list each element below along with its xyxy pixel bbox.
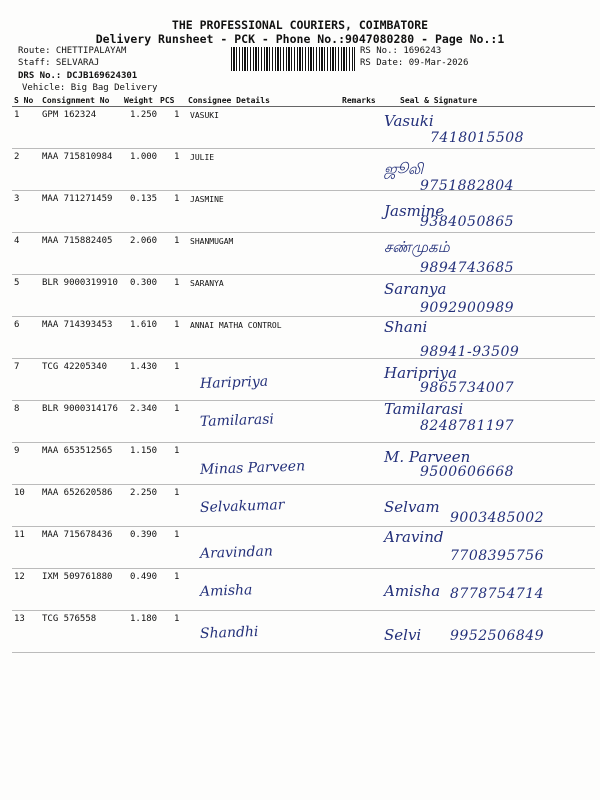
row-pcs: 1 — [174, 110, 180, 120]
row-weight: 1.430 — [130, 362, 158, 372]
row-sno: 3 — [14, 194, 20, 204]
signature-name: Aravind — [384, 528, 444, 546]
signature-name: Saranya — [384, 280, 447, 298]
signature-phone: 9003485002 — [450, 510, 545, 526]
row-weight: 2.250 — [130, 488, 158, 498]
col-consignee: Consignee Details — [188, 96, 270, 105]
row-consignment-no: TCG 576558 — [42, 614, 97, 624]
row-pcs: 1 — [174, 404, 180, 414]
signature-phone: 9894743685 — [420, 260, 515, 276]
row-consignment-no: MAA 714393453 — [42, 320, 113, 330]
col-sno: S No — [14, 96, 34, 105]
col-pcs: PCS — [160, 96, 175, 105]
row-divider — [12, 652, 595, 653]
signature-name: M. Parveen — [384, 448, 471, 466]
row-consignee-handwritten: Selvakumar — [199, 497, 285, 516]
row-pcs: 1 — [174, 488, 180, 498]
row-divider — [12, 316, 595, 317]
row-consignee-handwritten: Amisha — [199, 582, 253, 600]
row-divider — [12, 484, 595, 485]
row-consignee-handwritten: Minas Parveen — [199, 458, 306, 478]
row-sno: 1 — [14, 110, 20, 120]
company-title: THE PROFESSIONAL COURIERS, COIMBATORE — [171, 18, 429, 32]
row-sno: 5 — [14, 278, 20, 288]
sheet-title: Delivery Runsheet - PCK - Phone No.:9047080280 - Page No.:1 — [95, 32, 505, 46]
row-pcs: 1 — [174, 530, 180, 540]
signature-name: Haripriya — [384, 364, 457, 382]
row-consignment-no: BLR 9000314176 — [42, 404, 118, 414]
row-consignee: SARANYA — [190, 279, 224, 288]
row-consignee-handwritten: Shandhi — [199, 623, 259, 642]
header-divider — [12, 106, 595, 107]
col-seal-signature: Seal & Signature — [400, 96, 478, 105]
row-divider — [12, 568, 595, 569]
signature-phone: 8778754714 — [450, 586, 545, 602]
row-sno: 7 — [14, 362, 20, 372]
row-pcs: 1 — [174, 614, 180, 624]
row-pcs: 1 — [174, 572, 180, 582]
row-weight: 0.390 — [130, 530, 158, 540]
col-remarks: Remarks — [342, 96, 376, 105]
row-consignee: SHANMUGAM — [190, 237, 234, 246]
signature-phone: 9092900989 — [420, 300, 515, 316]
signature-name: Jasmine — [384, 202, 445, 220]
row-pcs: 1 — [174, 194, 180, 204]
signature-name: Selvam — [384, 498, 440, 516]
row-consignee: JULIE — [190, 153, 215, 162]
row-sno: 11 — [14, 530, 25, 540]
row-pcs: 1 — [174, 320, 180, 330]
row-pcs: 1 — [174, 446, 180, 456]
row-consignment-no: IXM 509761880 — [42, 572, 113, 582]
row-consignment-no: MAA 711271459 — [42, 194, 113, 204]
row-weight: 1.150 — [130, 446, 158, 456]
row-weight: 0.490 — [130, 572, 158, 582]
signature-phone: 9500606668 — [420, 464, 515, 480]
signature-phone: 8248781197 — [420, 418, 515, 434]
row-consignment-no: MAA 653512565 — [42, 446, 113, 456]
row-consignee: VASUKI — [190, 111, 219, 120]
row-divider — [12, 442, 595, 443]
row-weight: 1.000 — [130, 152, 158, 162]
row-consignee-handwritten: Aravindan — [199, 543, 274, 562]
row-sno: 2 — [14, 152, 20, 162]
row-divider — [12, 610, 595, 611]
row-consignment-no: MAA 652620586 — [42, 488, 113, 498]
row-consignee: JASMINE — [190, 195, 224, 204]
row-sno: 8 — [14, 404, 20, 414]
row-divider — [12, 232, 595, 233]
row-consignment-no: GPM 162324 — [42, 110, 97, 120]
signature-phone: 7708395756 — [450, 548, 545, 564]
row-weight: 0.300 — [130, 278, 158, 288]
drs-label: DRS No.: DCJB169624301 — [18, 71, 138, 81]
row-divider — [12, 400, 595, 401]
rs-date: RS Date: 09-Mar-2026 — [360, 58, 469, 68]
row-divider — [12, 358, 595, 359]
row-divider — [12, 274, 595, 275]
row-weight: 2.340 — [130, 404, 158, 414]
row-sno: 4 — [14, 236, 20, 246]
staff-label: Staff: SELVARAJ — [18, 58, 100, 68]
row-sno: 13 — [14, 614, 25, 624]
row-pcs: 1 — [174, 236, 180, 246]
row-consignment-no: MAA 715678436 — [42, 530, 113, 540]
col-consignment: Consignment No — [42, 96, 110, 105]
row-pcs: 1 — [174, 278, 180, 288]
row-sno: 10 — [14, 488, 25, 498]
row-weight: 0.135 — [130, 194, 158, 204]
row-pcs: 1 — [174, 362, 180, 372]
signature-name: சண்முகம் — [384, 238, 450, 256]
row-consignment-no: BLR 9000319910 — [42, 278, 118, 288]
row-consignment-no: TCG 42205340 — [42, 362, 108, 372]
row-consignee-handwritten: Haripriya — [199, 373, 269, 392]
row-consignment-no: MAA 715882405 — [42, 236, 113, 246]
signature-phone: 9865734007 — [420, 380, 515, 396]
signature-name: ஜூலி — [384, 160, 424, 178]
row-divider — [12, 190, 595, 191]
rs-number: RS No.: 1696243 — [360, 46, 442, 56]
vehicle-label: Vehicle: Big Bag Delivery — [22, 83, 158, 93]
signature-phone: 9384050865 — [420, 214, 515, 230]
row-consignee: ANNAI MATHA CONTROL — [190, 321, 282, 330]
signature-name: Shani — [384, 318, 428, 336]
signature-name: Amisha — [384, 582, 441, 600]
signature-name: Selvi — [384, 626, 422, 644]
col-weight: Weight — [124, 96, 153, 105]
row-divider — [12, 526, 595, 527]
row-consignee-handwritten: Tamilarasi — [199, 411, 275, 430]
row-divider — [12, 148, 595, 149]
row-weight: 1.250 — [130, 110, 158, 120]
row-pcs: 1 — [174, 152, 180, 162]
signature-phone: 7418015508 — [430, 130, 525, 146]
signature-name: Tamilarasi — [384, 400, 464, 418]
row-sno: 6 — [14, 320, 20, 330]
row-weight: 1.610 — [130, 320, 158, 330]
signature-phone: 98941-93509 — [420, 344, 520, 360]
row-consignment-no: MAA 715810984 — [42, 152, 113, 162]
signature-name: Vasuki — [384, 112, 434, 130]
barcode-image — [231, 47, 355, 71]
signature-phone: 9952506849 — [450, 628, 545, 644]
row-weight: 2.060 — [130, 236, 158, 246]
row-sno: 9 — [14, 446, 20, 456]
route-label: Route: CHETTIPALAYAM — [18, 46, 127, 56]
signature-phone: 9751882804 — [420, 178, 515, 194]
row-weight: 1.180 — [130, 614, 158, 624]
row-sno: 12 — [14, 572, 25, 582]
